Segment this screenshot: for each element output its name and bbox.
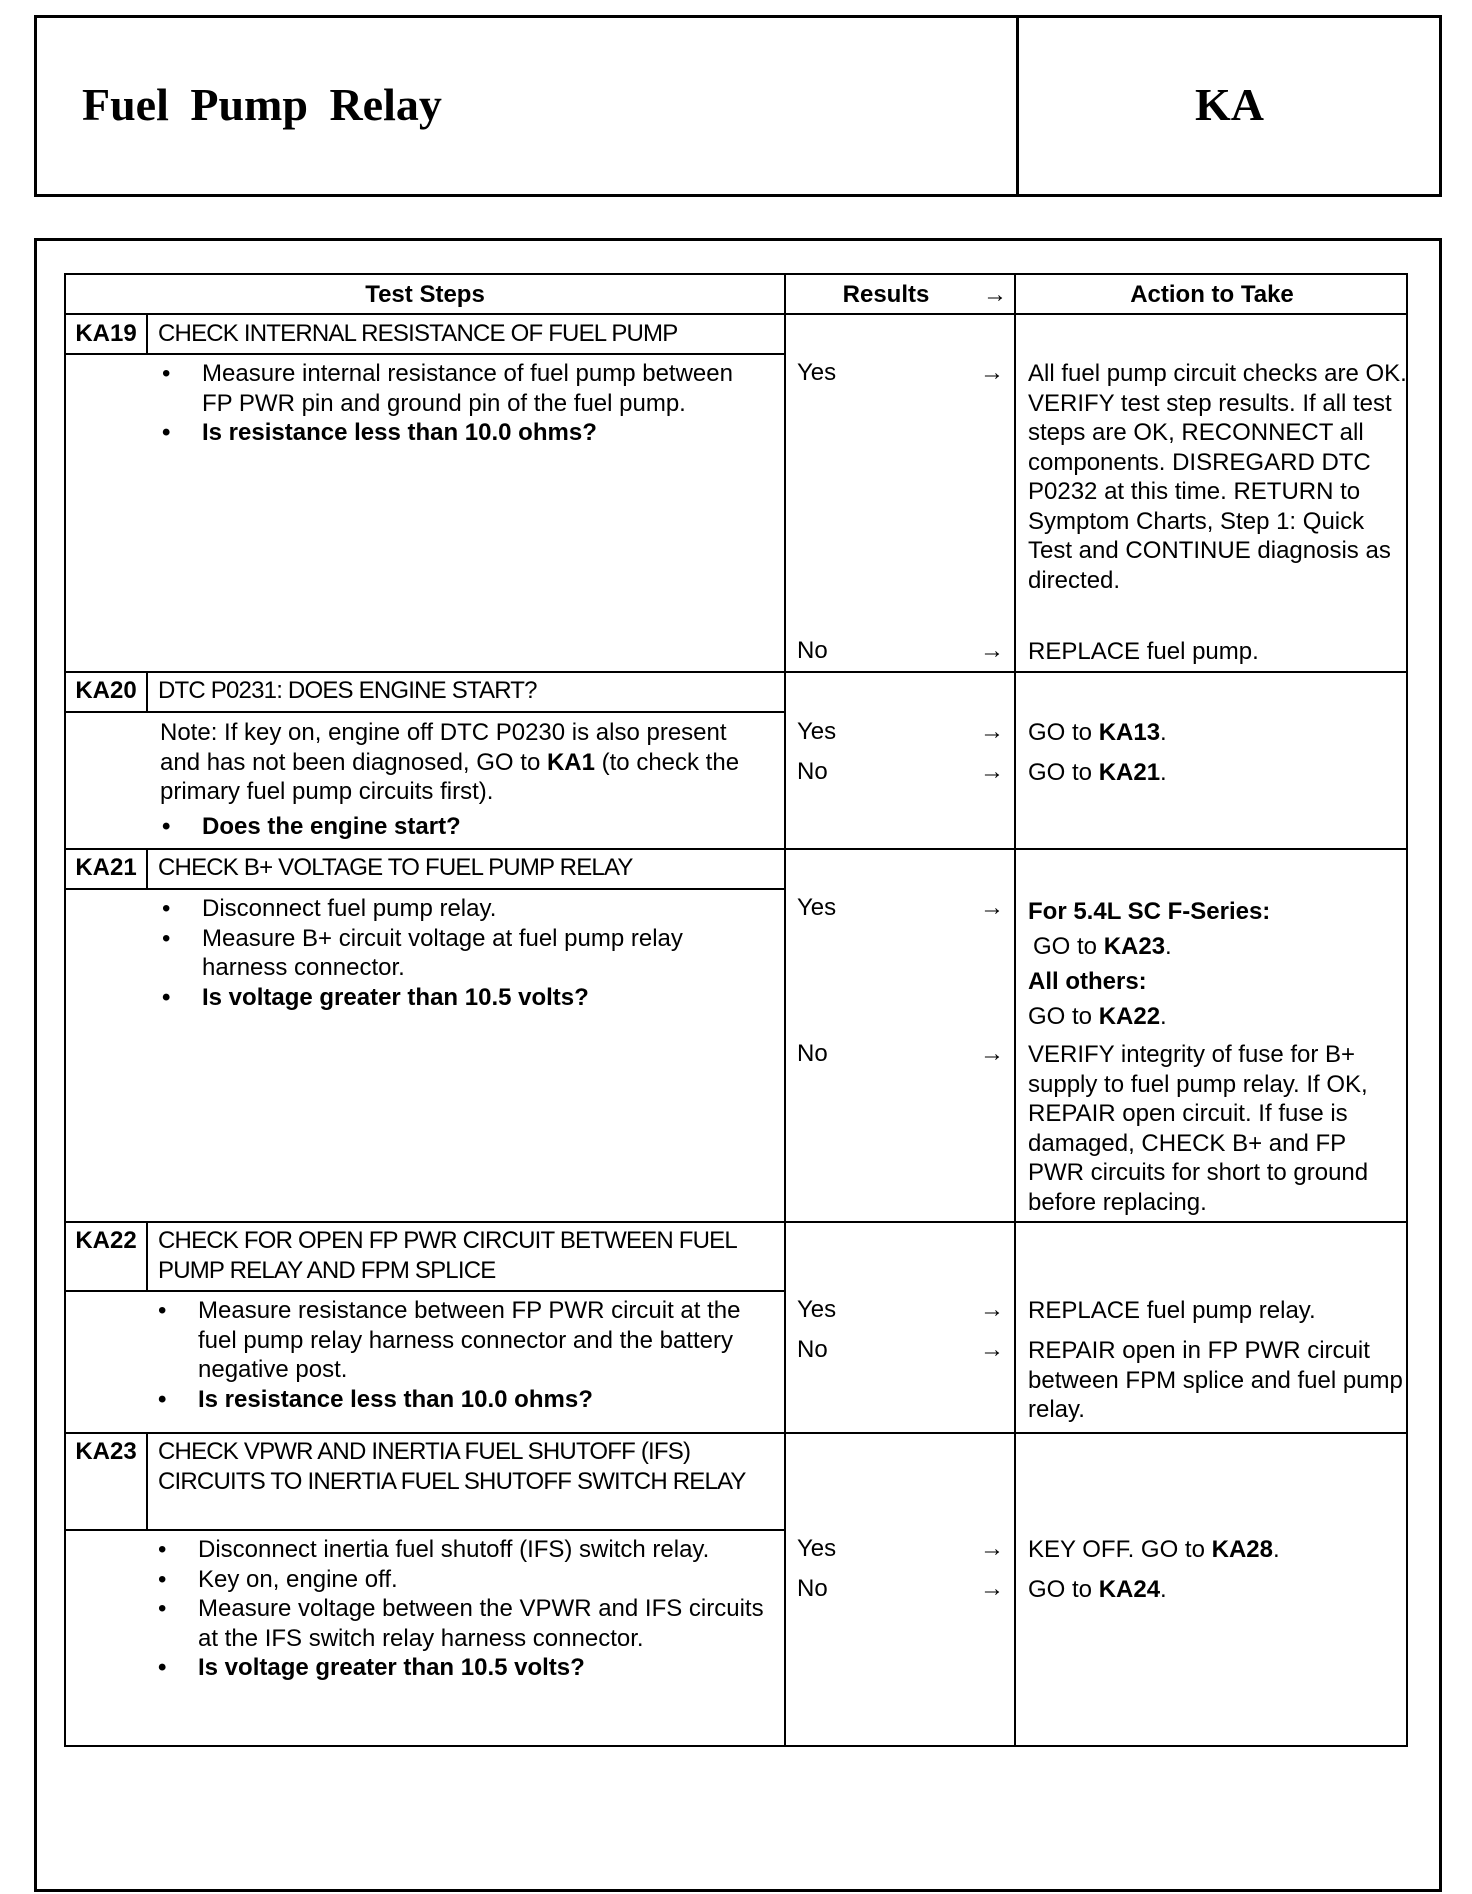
step-id: KA19: [75, 320, 137, 347]
action-yes: For 5.4L SC F-Series: GO to KA23. All others: GO to KA22.: [1028, 898, 1271, 1030]
arrow-icon: →: [980, 1296, 1004, 1323]
step-id: KA23: [75, 1438, 137, 1465]
result-yes: Yes: [797, 1296, 837, 1323]
step-instruction: • Measure internal resistance of fuel pump between FP PWR pin and ground pin of the fuel pump.: [158, 359, 768, 418]
step-question: • Is resistance less than 10.0 ohms?: [154, 1385, 764, 1415]
arrow-icon: →: [980, 894, 1004, 921]
col-header-test-steps: Test Steps: [365, 281, 485, 308]
col-header-results: Results: [842, 281, 930, 308]
step-title: CHECK VPWR AND INERTIA FUEL SHUTOFF (IFS) CIRCUITS TO INERTIA FUEL SHUTOFF SWITCH RELAY: [158, 1438, 746, 1495]
arrow-icon: →: [980, 758, 1004, 785]
arrow-icon: →: [980, 1336, 1004, 1363]
arrow-icon: →: [983, 281, 1007, 308]
step-instruction: • Measure B+ circuit voltage at fuel pump relay harness connector.: [158, 924, 768, 983]
action-yes: All fuel pump circuit checks are OK. VERIFY test step results. If all test steps are OK, RECONNECT all components. DISREGARD DTC P0232 at this time. RETURN to Symptom Charts, Step 1: Quick Test and CONTINUE diagnosis as directed.: [1028, 360, 1407, 594]
col-header-action: Action to Take: [1130, 281, 1294, 308]
arrow-icon: →: [980, 1040, 1004, 1067]
result-yes: Yes: [797, 359, 837, 386]
arrow-icon: →: [980, 1575, 1004, 1602]
result-yes: Yes: [797, 894, 837, 921]
step-note: Note: If key on, engine off DTC P0230 is also present and has not been diagnosed, GO to KA1 (to check the primary fuel pump circuits first).: [160, 719, 740, 805]
step-question: • Is resistance less than 10.0 ohms?: [158, 418, 768, 448]
step-id: KA20: [75, 677, 137, 704]
action-no: REPAIR open in FP PWR circuit between FPM splice and fuel pump relay.: [1028, 1337, 1403, 1423]
row-divider: [64, 1432, 1408, 1434]
step-question: • Is voltage greater than 10.5 volts?: [154, 1653, 764, 1683]
action-no: GO to KA24.: [1028, 1576, 1167, 1603]
result-no: No: [797, 1575, 828, 1602]
action-yes: REPLACE fuel pump relay.: [1028, 1297, 1316, 1324]
step-instruction: • Disconnect inertia fuel shutoff (IFS) switch relay.: [154, 1535, 764, 1565]
page-title: Fuel Pump Relay: [82, 79, 442, 130]
action-no: VERIFY integrity of fuse for B+ supply to fuel pump relay. If OK, REPAIR open circuit. If fuse is damaged, CHECK B+ and FP PWR circuits for short to ground before replacing.: [1028, 1041, 1369, 1216]
action-yes: GO to KA13.: [1028, 719, 1167, 746]
result-yes: Yes: [797, 718, 837, 745]
arrow-icon: →: [980, 637, 1004, 664]
action-no: REPLACE fuel pump.: [1028, 638, 1259, 665]
section-code: KA: [1195, 79, 1264, 130]
step-title: CHECK B+ VOLTAGE TO FUEL PUMP RELAY: [158, 854, 633, 881]
col-divider: [784, 273, 786, 1747]
col-divider: [1014, 273, 1016, 1747]
arrow-icon: →: [980, 718, 1004, 745]
arrow-icon: →: [980, 1535, 1004, 1562]
result-no: No: [797, 637, 828, 664]
step-instruction: • Measure resistance between FP PWR circuit at the fuel pump relay harness connector and the battery negative post.: [154, 1296, 764, 1385]
step-title: DTC P0231: DOES ENGINE START?: [158, 677, 537, 704]
step-instruction: • Measure voltage between the VPWR and IFS circuits at the IFS switch relay harness connector.: [154, 1594, 764, 1653]
step-id: KA22: [75, 1227, 137, 1254]
step-id: KA21: [75, 854, 137, 881]
row-divider: [64, 848, 1408, 850]
row-divider: [64, 1221, 1408, 1223]
step-instruction: • Disconnect fuel pump relay.: [158, 894, 768, 924]
result-no: No: [797, 758, 828, 785]
result-no: No: [797, 1336, 828, 1363]
step-title: CHECK INTERNAL RESISTANCE OF FUEL PUMP: [158, 320, 678, 347]
result-yes: Yes: [797, 1535, 837, 1562]
result-no: No: [797, 1040, 828, 1067]
step-question: • Does the engine start?: [158, 812, 768, 842]
row-divider: [64, 671, 1408, 673]
step-title: CHECK FOR OPEN FP PWR CIRCUIT BETWEEN FUEL PUMP RELAY AND FPM SPLICE: [158, 1227, 737, 1284]
step-question: • Is voltage greater than 10.5 volts?: [158, 983, 768, 1013]
action-yes: KEY OFF. GO to KA28.: [1028, 1536, 1280, 1563]
step-instruction: • Key on, engine off.: [154, 1565, 764, 1595]
arrow-icon: →: [980, 359, 1004, 386]
action-no: GO to KA21.: [1028, 759, 1167, 786]
